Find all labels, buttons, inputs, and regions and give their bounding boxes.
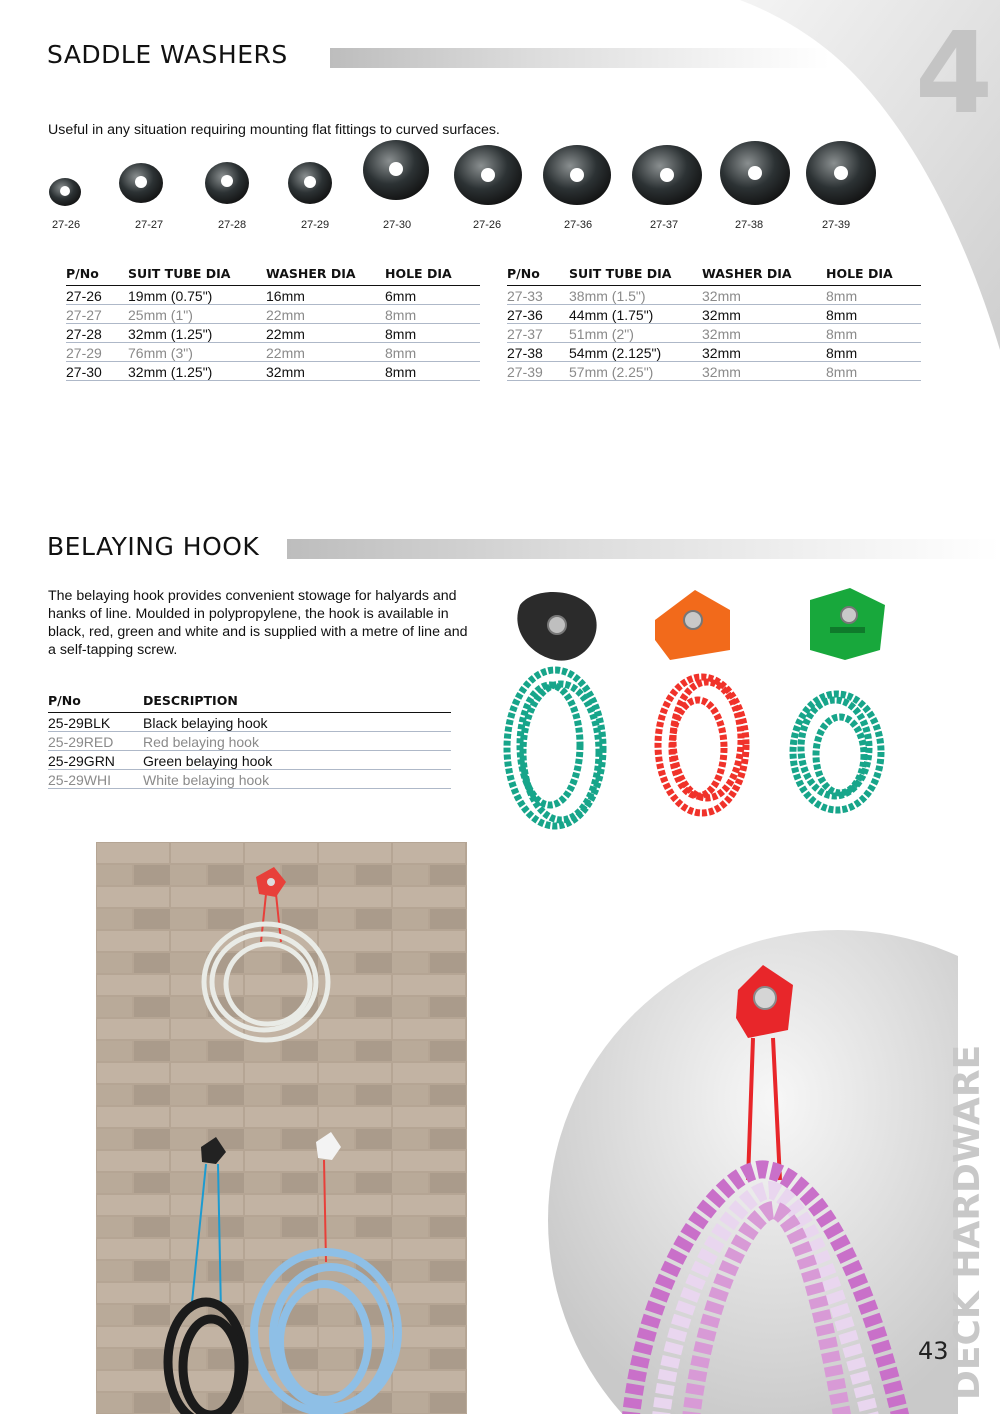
- washer-spec-table-right: [507, 266, 921, 381]
- teal-rope-coil-image: [793, 694, 881, 810]
- part-number: 27-33: [507, 286, 569, 305]
- part-number: 27-38: [507, 343, 569, 362]
- side-label: DECK HARDWARE: [947, 1044, 988, 1400]
- title-bar: [330, 48, 830, 68]
- hole-dia: 8mm: [826, 343, 921, 362]
- hole-dia: 8mm: [385, 305, 480, 324]
- part-number: 27-29: [66, 343, 128, 362]
- suit-tube-dia: 44mm (1.75"): [569, 305, 702, 324]
- part-number: 27-39: [507, 362, 569, 381]
- table-row: [507, 343, 921, 362]
- chapter-number: 4: [915, 9, 993, 139]
- suit-tube-dia: 57mm (2.25"): [569, 362, 702, 381]
- washer-caption: 27-26: [473, 219, 502, 231]
- column-header: DESCRIPTION: [143, 693, 238, 708]
- black-hook-image: [517, 592, 596, 661]
- table-row: [507, 286, 921, 305]
- washer-caption: 27-39: [822, 219, 851, 231]
- table-header-row: [507, 266, 921, 286]
- table-header-row: [66, 266, 480, 286]
- washer-dia: 32mm: [702, 305, 826, 324]
- washer-image: [543, 145, 611, 205]
- hook-closeup-photo: [548, 890, 958, 1414]
- hook-closeup-scene: [548, 890, 958, 1414]
- hole-dia: 8mm: [826, 286, 921, 305]
- washer-image: [205, 162, 249, 204]
- suit-tube-dia: 19mm (0.75"): [128, 286, 266, 305]
- description: Black belaying hook: [143, 713, 451, 732]
- saddle-washers-title: SADDLE WASHERS: [47, 40, 288, 69]
- suit-tube-dia: 54mm (2.125"): [569, 343, 702, 362]
- part-number: 27-36: [507, 305, 569, 324]
- description: Green belaying hook: [143, 751, 451, 770]
- washer-caption: 27-36: [564, 219, 593, 231]
- washer-dia: 32mm: [702, 343, 826, 362]
- part-number: 25-29WHI: [48, 770, 143, 789]
- table-row: [507, 324, 921, 343]
- washer-dia: 32mm: [266, 362, 385, 381]
- part-number: 27-37: [507, 324, 569, 343]
- washer-dia: 16mm: [266, 286, 385, 305]
- washer-image: [720, 141, 790, 205]
- table-row: [66, 305, 480, 324]
- table-header-row: [48, 693, 451, 713]
- suit-tube-dia: 25mm (1"): [128, 305, 266, 324]
- hole-dia: 8mm: [826, 362, 921, 381]
- belaying-hook-table: [48, 693, 451, 789]
- hole-dia: 8mm: [826, 305, 921, 324]
- washer-caption: 27-30: [383, 219, 412, 231]
- column-header: HOLE DIA: [826, 266, 893, 281]
- washer-image: [119, 163, 163, 203]
- suit-tube-dia: 38mm (1.5"): [569, 286, 702, 305]
- part-number: 27-30: [66, 362, 128, 381]
- table-row: [48, 713, 451, 732]
- table-row: [507, 362, 921, 381]
- brick-wall-scene: [96, 842, 467, 1414]
- column-header: WASHER DIA: [702, 266, 792, 281]
- column-header: SUIT TUBE DIA: [569, 266, 672, 281]
- column-header: SUIT TUBE DIA: [128, 266, 231, 281]
- hole-dia: 8mm: [385, 343, 480, 362]
- table-row: [48, 732, 451, 751]
- column-header: WASHER DIA: [266, 266, 356, 281]
- saddle-washers-intro: Useful in any situation requiring mounting flat fittings to curved surfaces.: [48, 122, 500, 138]
- belaying-hook-title: BELAYING HOOK: [47, 532, 260, 561]
- table-row: [66, 324, 480, 343]
- description: Red belaying hook: [143, 732, 451, 751]
- suit-tube-dia: 51mm (2"): [569, 324, 702, 343]
- washer-caption: 27-38: [735, 219, 764, 231]
- column-header: P/No: [48, 693, 81, 708]
- hole-dia: 8mm: [385, 324, 480, 343]
- brick-wall-photo: [96, 842, 467, 1414]
- washer-caption: 27-27: [135, 219, 164, 231]
- washer-photo-strip: [40, 135, 890, 215]
- washer-caption: 27-26: [52, 219, 81, 231]
- page-number: 43: [918, 1337, 949, 1365]
- red-rope-coil-image: [658, 677, 746, 813]
- table-row: [66, 362, 480, 381]
- washer-image: [806, 141, 876, 205]
- belaying-hook-description: The belaying hook provides convenient stowage for halyards and hanks of line. Moulded in polypropylene, the hook is available in black, red, green and white and is supplied with a metre of line and a self-tapping screw.: [48, 588, 468, 658]
- part-number: 27-28: [66, 324, 128, 343]
- washer-image: [288, 162, 332, 204]
- column-header: P/No: [66, 266, 99, 281]
- suit-tube-dia: 32mm (1.25"): [128, 324, 266, 343]
- washer-spec-table-left: [66, 266, 480, 381]
- part-number: 25-29GRN: [48, 751, 143, 770]
- hole-dia: 8mm: [385, 362, 480, 381]
- washer-dia: 32mm: [702, 362, 826, 381]
- washer-dia: 32mm: [702, 286, 826, 305]
- washer-dia: 22mm: [266, 305, 385, 324]
- hole-dia: 8mm: [826, 324, 921, 343]
- suit-tube-dia: 32mm (1.25"): [128, 362, 266, 381]
- washer-caption: 27-28: [218, 219, 247, 231]
- table-row: [507, 305, 921, 324]
- description: White belaying hook: [143, 770, 451, 789]
- title-bar: [287, 539, 1000, 559]
- teal-rope-coil-image: [507, 670, 603, 826]
- washer-caption: 27-37: [650, 219, 679, 231]
- column-header: P/No: [507, 266, 540, 281]
- part-number: 27-26: [66, 286, 128, 305]
- washer-image: [363, 140, 429, 200]
- washer-image: [632, 145, 702, 205]
- table-row: [66, 286, 480, 305]
- table-row: [48, 770, 451, 789]
- suit-tube-dia: 76mm (3"): [128, 343, 266, 362]
- washer-image: [454, 145, 522, 205]
- part-number: 25-29RED: [48, 732, 143, 751]
- washer-dia: 22mm: [266, 324, 385, 343]
- table-row: [48, 751, 451, 770]
- washer-image: [49, 178, 81, 206]
- hole-dia: 6mm: [385, 286, 480, 305]
- table-row: [66, 343, 480, 362]
- column-header: HOLE DIA: [385, 266, 452, 281]
- part-number: 27-27: [66, 305, 128, 324]
- green-hook-image: [810, 588, 885, 660]
- part-number: 25-29BLK: [48, 713, 143, 732]
- orange-hook-image: [655, 590, 730, 660]
- washer-caption: 27-29: [301, 219, 330, 231]
- hooks-and-ropes-photo: [495, 580, 905, 850]
- washer-dia: 22mm: [266, 343, 385, 362]
- washer-dia: 32mm: [702, 324, 826, 343]
